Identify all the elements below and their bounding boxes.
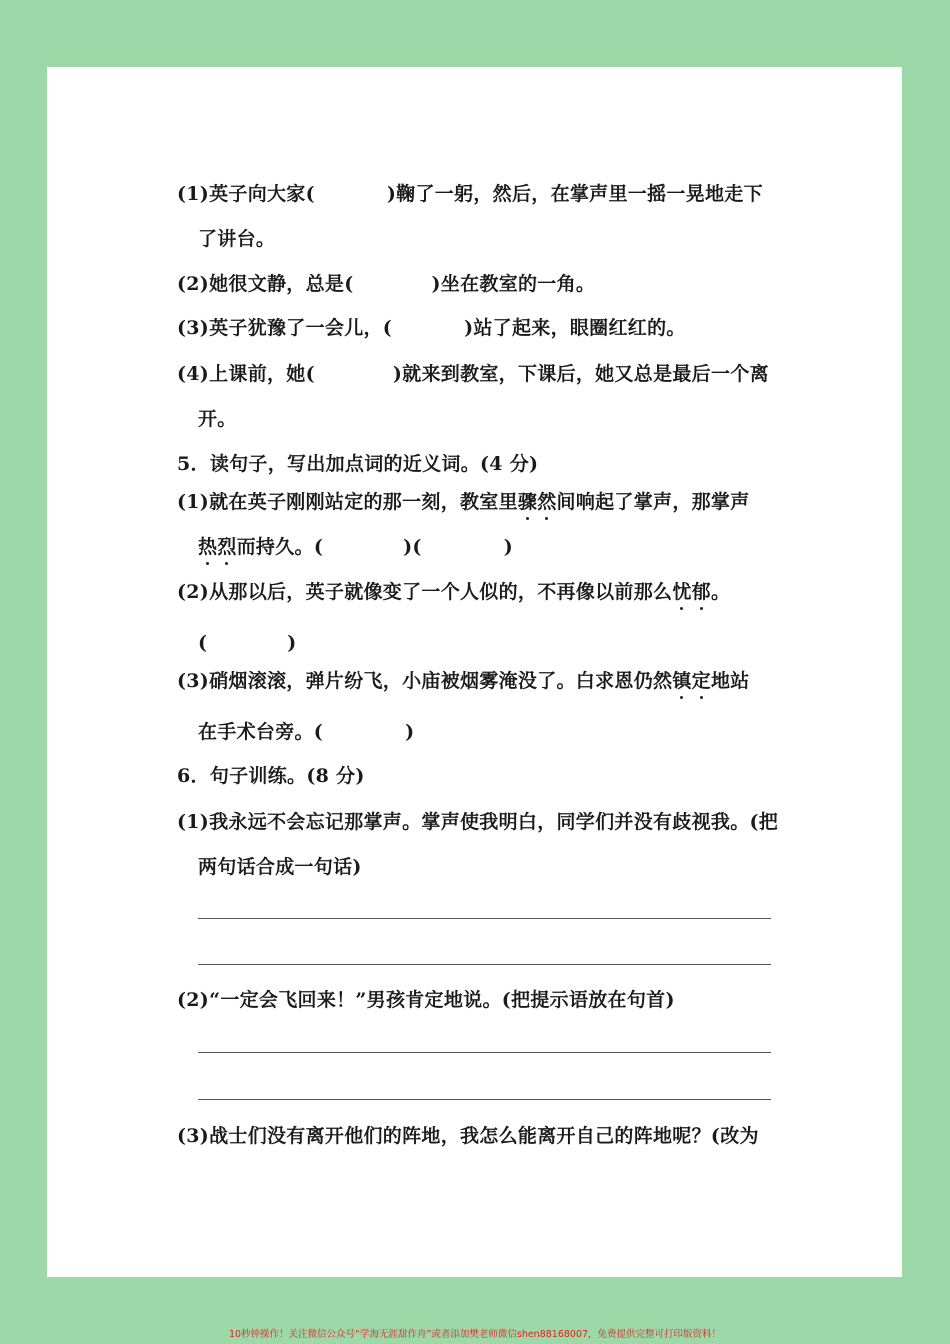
q5-title: 5．读句子，写出加点词的近义词。(4 分) [177, 453, 539, 475]
dotted-word-char: 镇 [672, 670, 692, 692]
q5-item-2-answer: ( ) [198, 632, 297, 654]
answer-line[interactable] [198, 1099, 771, 1100]
q5-item-3-cont: 在手术台旁。( ) [198, 721, 415, 743]
answer-line[interactable] [198, 1052, 771, 1053]
dotted-word-char: 定 [691, 670, 711, 692]
promo-footer: 10秒钟操作！关注微信公众号“学海无涯甜作舟”或者添加樊老师微信shen88168007，免费提供完整可打印版资料！ [228, 1329, 722, 1340]
q6-title: 6．句子训练。(8 分) [177, 765, 365, 787]
q5-item-1-cont: 热烈而持久。( )( ) [198, 536, 514, 558]
q4-item-4-cont: 开。 [198, 408, 237, 430]
dotted-word-char: 忧 [672, 581, 692, 603]
q6-item-1: (1)我永远不会忘记那掌声。掌声使我明白，同学们并没有歧视我。(把 [177, 811, 779, 833]
dotted-word-char: 烈 [217, 536, 237, 558]
dotted-word-char: 热 [198, 536, 218, 558]
q4-item-2: (2)她很文静，总是( )坐在教室的一角。 [177, 273, 596, 295]
q5-item-3: (3)硝烟滚滚，弹片纷飞，小庙被烟雾淹没了。白求恩仍然镇定地站 [177, 670, 750, 692]
q5-item-2: (2)从那以后，英子就像变了一个人似的，不再像以前那么忧郁。 [177, 581, 731, 603]
q6-item-1-cont: 两句话合成一句话) [198, 856, 362, 878]
q4-item-1-cont: 了讲台。 [198, 228, 276, 250]
answer-line[interactable] [198, 918, 771, 919]
q6-item-3: (3)战士们没有离开他们的阵地，我怎么能离开自己的阵地呢？(改为 [177, 1125, 759, 1147]
dotted-word-char: 然 [537, 491, 557, 513]
q5-item-1: (1)就在英子刚刚站定的那一刻，教室里骤然间响起了掌声，那掌声 [177, 491, 750, 513]
worksheet-page [47, 67, 902, 1277]
q4-item-3: (3)英子犹豫了一会儿，( )站了起来，眼圈红红的。 [177, 317, 686, 339]
dotted-word-char: 郁 [691, 581, 711, 603]
q4-item-1: (1)英子向大家( )鞠了一躬，然后，在掌声里一摇一晃地走下 [177, 183, 763, 205]
dotted-word-char: 骤 [517, 491, 538, 513]
q4-item-4: (4)上课前，她( )就来到教室，下课后，她又总是最后一个离 [177, 363, 769, 385]
answer-line[interactable] [198, 964, 771, 965]
q6-item-2: (2)“一定会飞回来！”男孩肯定地说。(把提示语放在句首) [177, 989, 675, 1011]
